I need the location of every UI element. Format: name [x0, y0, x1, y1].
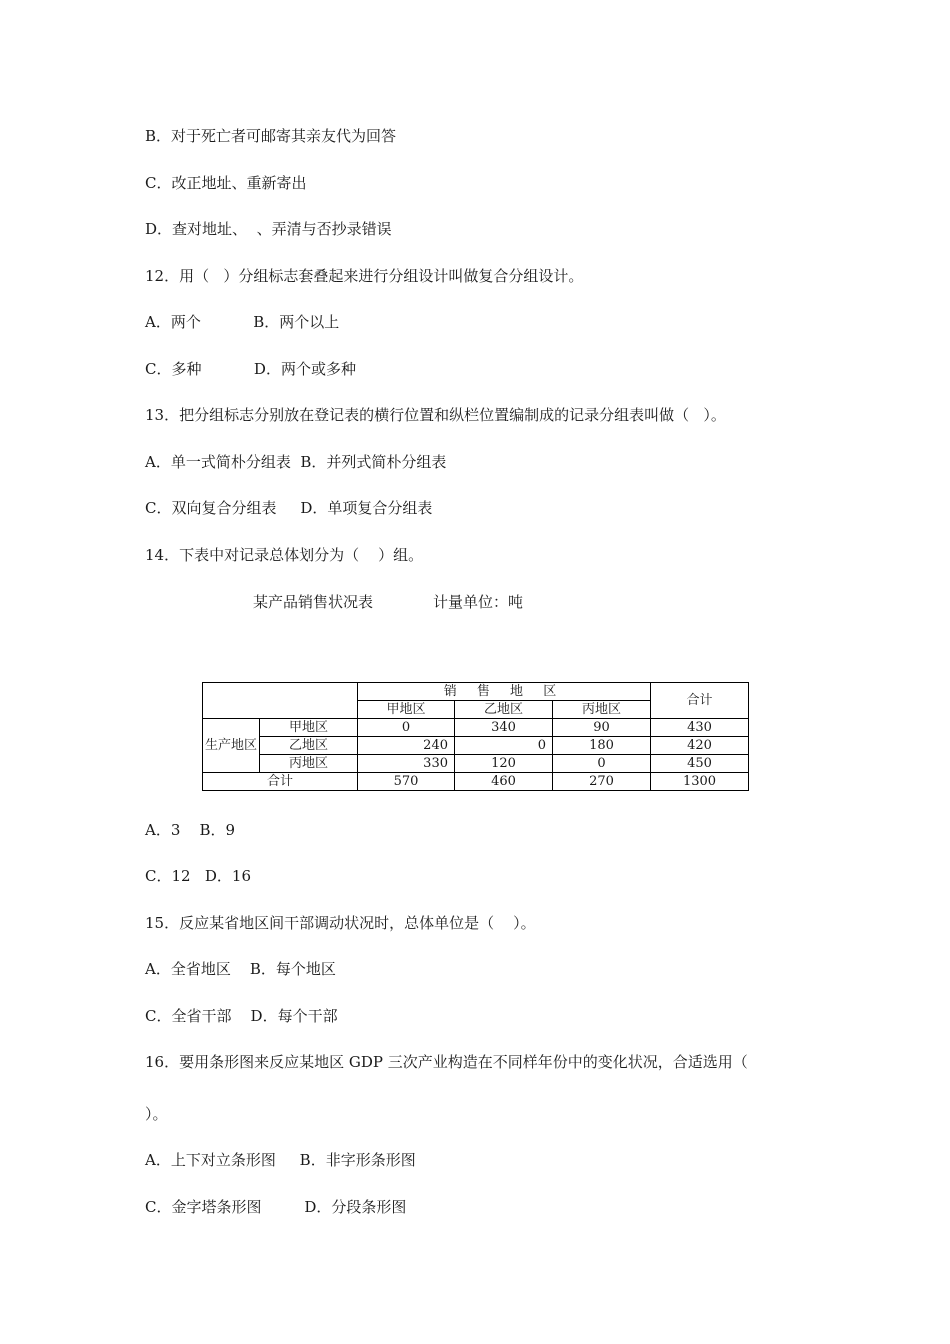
sales-table — [202, 682, 749, 791]
table-cell: 270 — [553, 773, 651, 791]
row-group-label: 生产地区 — [203, 719, 260, 773]
table-row — [203, 737, 749, 755]
question-line: 16．要用条形图来反应某地区 GDP 三次产业构造在不同样年份中的变化状况，合适选用（ — [145, 1053, 748, 1071]
option-line: C．多种 D．两个或多种 — [145, 360, 356, 378]
table-cell: 0 — [455, 737, 553, 755]
table-cell: 330 — [358, 755, 455, 773]
question-line: 12．用（ ）分组标志套叠起来进行分组设计叫做复合分组设计。 — [145, 267, 584, 285]
table-row — [203, 719, 749, 737]
option-line: A．上下对立条形图 B．非字形条形图 — [145, 1151, 416, 1169]
column-header: 甲地区 — [358, 701, 455, 719]
option-line: A．全省地区 B．每个地区 — [145, 960, 336, 978]
option-line: C．12 D．16 — [145, 867, 251, 885]
question-line-continued: ）。 — [145, 1105, 168, 1123]
row-label: 乙地区 — [260, 737, 358, 755]
total-header: 合计 — [651, 683, 749, 719]
table-cell: 0 — [553, 755, 651, 773]
table-cell: 180 — [553, 737, 651, 755]
table-cell: 0 — [358, 719, 455, 737]
region-header: 销 售 地 区 — [358, 683, 651, 701]
table-cell: 1300 — [651, 773, 749, 791]
total-row-label: 合计 — [203, 773, 358, 791]
table-total-row — [203, 773, 749, 791]
table-cell: 570 — [358, 773, 455, 791]
table-cell: 460 — [455, 773, 553, 791]
question-line: 14．下表中对记录总体划分为（ ）组。 — [145, 546, 424, 564]
question-line: 13．把分组标志分别放在登记表的横行位置和纵栏位置编制成的记录分组表叫做（ ）。 — [145, 406, 726, 424]
row-label: 甲地区 — [260, 719, 358, 737]
option-line: B．对于死亡者可邮寄其亲友代为回答 — [145, 127, 397, 145]
table-cell: 90 — [553, 719, 651, 737]
table-cell: 240 — [358, 737, 455, 755]
column-header: 乙地区 — [455, 701, 553, 719]
option-line: D．查对地址、 、弄清与否抄录错误 — [145, 220, 392, 238]
table-cell: 450 — [651, 755, 749, 773]
option-line: A．3 B．9 — [145, 821, 236, 839]
column-header: 丙地区 — [553, 701, 651, 719]
table-header-row — [203, 683, 749, 701]
table-row — [203, 755, 749, 773]
table-cell: 420 — [651, 737, 749, 755]
option-line: C．金字塔条形图 D．分段条形图 — [145, 1198, 407, 1216]
option-line: A．单一式简朴分组表 B．并列式简朴分组表 — [145, 453, 447, 471]
table-title: 某产品销售状况表 — [253, 593, 374, 611]
table-corner-cell — [203, 683, 358, 719]
row-label: 丙地区 — [260, 755, 358, 773]
table-cell: 430 — [651, 719, 749, 737]
table-cell: 340 — [455, 719, 553, 737]
option-line: C．改正地址、重新寄出 — [145, 174, 307, 192]
option-line: C．全省干部 D．每个干部 — [145, 1007, 338, 1025]
option-line: A．两个 B．两个以上 — [145, 313, 340, 331]
table-unit: 计量单位：吨 — [433, 593, 524, 611]
option-line: C．双向复合分组表 D．单项复合分组表 — [145, 499, 433, 517]
question-line: 15．反应某省地区间干部调动状况时，总体单位是（ ）。 — [145, 914, 536, 932]
table-cell: 120 — [455, 755, 553, 773]
